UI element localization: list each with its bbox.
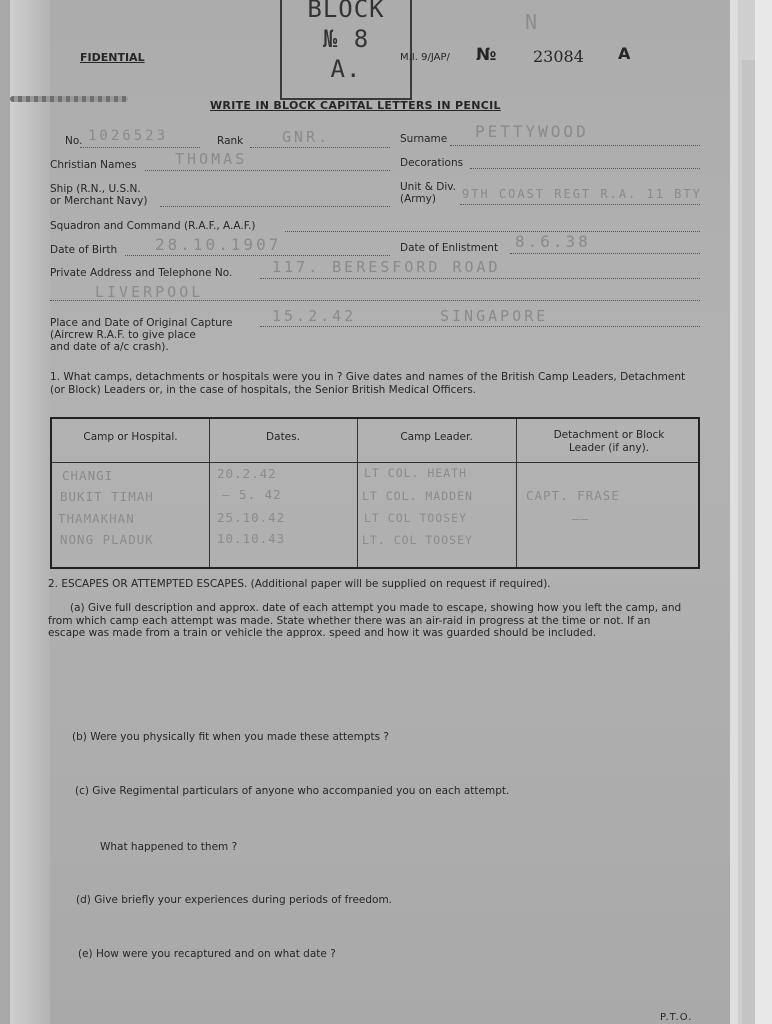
capture-label: Place and Date of Original Capture (50, 317, 233, 329)
column-header-leader: Camp Leader. (400, 431, 473, 443)
unit-label-line2: (Army) (400, 193, 436, 205)
dotted-line (450, 145, 700, 146)
page-edge (755, 0, 772, 1024)
ship-label: Ship (R.N., U.S.N. (50, 183, 141, 195)
squadron-label: Squadron and Command (R.A.F., A.A.F.) (50, 220, 256, 232)
form-sheet (10, 0, 730, 1024)
question-2a-line: escape was made from a train or vehicle the approx. speed and how it was guarded should be included. (48, 627, 597, 639)
column-header-camp: Camp or Hospital. (83, 431, 178, 443)
army-number-label: No. (65, 135, 83, 147)
table-cell-date: — 5. 42 (222, 487, 282, 502)
question-1 (50, 371, 730, 396)
column-header-detachment-line: Detachment or Block (553, 429, 665, 441)
rank-label: Rank (217, 135, 244, 147)
pencil-annotation: N (525, 10, 541, 34)
address-line1: 117. BERESFORD ROAD (272, 258, 501, 276)
question-2a-line: from which camp each attempt was made. State whether there was an air-raid in progress at the time or not. If an (48, 614, 651, 627)
question-2d: (d) Give briefly your experiences during periods of freedom. (76, 894, 393, 906)
question-2c-followup: What happened to them ? (100, 841, 238, 853)
dotted-line (260, 278, 700, 279)
address-line2: LIVERPOOL (95, 283, 204, 301)
stamp-line: A. (330, 55, 362, 83)
dotted-line (80, 147, 200, 148)
camps-table (50, 417, 700, 569)
capture-date-value: 15.2.42 (272, 307, 357, 325)
question-2c: (c) Give Regimental particulars of anyone who accompanied you on each attempt. (75, 785, 510, 797)
enlistment-value: 8.6.38 (515, 232, 591, 251)
form-reference: M.I. 9/JAP/ (400, 52, 450, 63)
table-cell-detachment: —— (572, 511, 590, 526)
christian-names-value: THOMAS (175, 150, 248, 168)
capture-label-line2: (Aircrew R.A.F. to give place (50, 329, 196, 341)
question-2b: (b) Were you physically fit when you made these attempts ? (72, 731, 389, 743)
dotted-line (510, 253, 700, 254)
table-cell-leader: LT. COL TOOSEY (362, 533, 473, 547)
number-label: № (476, 45, 497, 65)
table-cell-date: 25.10.42 (217, 510, 286, 525)
binding-string (10, 96, 128, 102)
question-2e: (e) How were you recaptured and on what date ? (78, 948, 336, 960)
table-cell-camp: BUKIT TIMAH (60, 489, 154, 504)
table-cell-date: 10.10.43 (217, 531, 286, 546)
dotted-line (50, 300, 700, 301)
table-cell-leader: LT COL TOOSEY (364, 511, 468, 525)
question-1-line: 1. What camps, detachments or hospitals were you in ? Give dates and names of the British Camp Leaders, Detachment (50, 371, 686, 383)
classification-label: FIDENTIAL (80, 51, 145, 64)
unit-label: Unit & Div. (400, 181, 456, 193)
surname-label: Surname (400, 133, 448, 145)
christian-names-label: Christian Names (50, 159, 137, 171)
surname-value: PETTYWOOD (475, 122, 589, 141)
dotted-line (160, 206, 390, 207)
dotted-line (470, 168, 700, 169)
form-suffix: A (618, 44, 631, 63)
stamp-line: BLOCK (307, 0, 385, 23)
stamp-line: № 8 (322, 25, 370, 53)
enlistment-label: Date of Enlistment (400, 242, 499, 254)
table-cell-leader: LT COL. HEATH (364, 466, 468, 480)
table-cell-camp: THAMAKHAN (58, 511, 135, 526)
rank-value: GNR. (282, 128, 331, 146)
dotted-line (125, 255, 390, 256)
form-number: 23084 (533, 47, 584, 66)
ship-label-line2: or Merchant Navy) (50, 195, 148, 207)
table-cell-detachment: CAPT. FRASE (526, 488, 620, 503)
table-cell-camp: NONG PLADUK (60, 532, 154, 547)
table-cell-camp: CHANGI (62, 468, 114, 483)
header-divider (52, 462, 698, 463)
dotted-line (285, 231, 700, 232)
dotted-line (460, 204, 700, 205)
instruction-heading: WRITE IN BLOCK CAPITAL LETTERS IN PENCIL (210, 99, 501, 112)
capture-place-value: SINGAPORE (440, 307, 549, 325)
dotted-line (145, 170, 390, 171)
dob-value: 28.10.1907 (155, 235, 282, 254)
column-header-detachment (516, 429, 702, 455)
block-stamp (280, 0, 412, 100)
dotted-line (260, 326, 700, 327)
column-header-dates: Dates. (266, 431, 300, 443)
folded-corner (10, 0, 50, 1024)
dob-label: Date of Birth (50, 244, 118, 256)
capture-label-line3: and date of a/c crash). (50, 341, 169, 353)
question-2a-line: (a) Give full description and approx. date of each attempt you made to escape, showing how you left the camp, and (70, 602, 682, 614)
decorations-label: Decorations (400, 157, 464, 169)
army-number-value: 1026523 (88, 128, 169, 144)
unit-value: 9TH COAST REGT R.A. 11 BTY (462, 187, 702, 201)
question-1-line: (or Block) Leaders or, in the case of hospitals, the Senior British Medical Officers. (50, 383, 477, 396)
question-2a (48, 602, 728, 640)
table-cell-date: 20.2.42 (217, 466, 277, 481)
table-cell-leader: LT COL. MADDEN (362, 489, 473, 503)
question-2-title: 2. ESCAPES OR ATTEMPTED ESCAPES. (Additional paper will be supplied on request if required). (48, 578, 551, 590)
page-turn-note: P.T.O. (660, 1012, 693, 1023)
address-label: Private Address and Telephone No. (50, 267, 233, 279)
dotted-line (250, 147, 390, 148)
column-header-detachment-line: Leader (if any). (568, 442, 650, 454)
